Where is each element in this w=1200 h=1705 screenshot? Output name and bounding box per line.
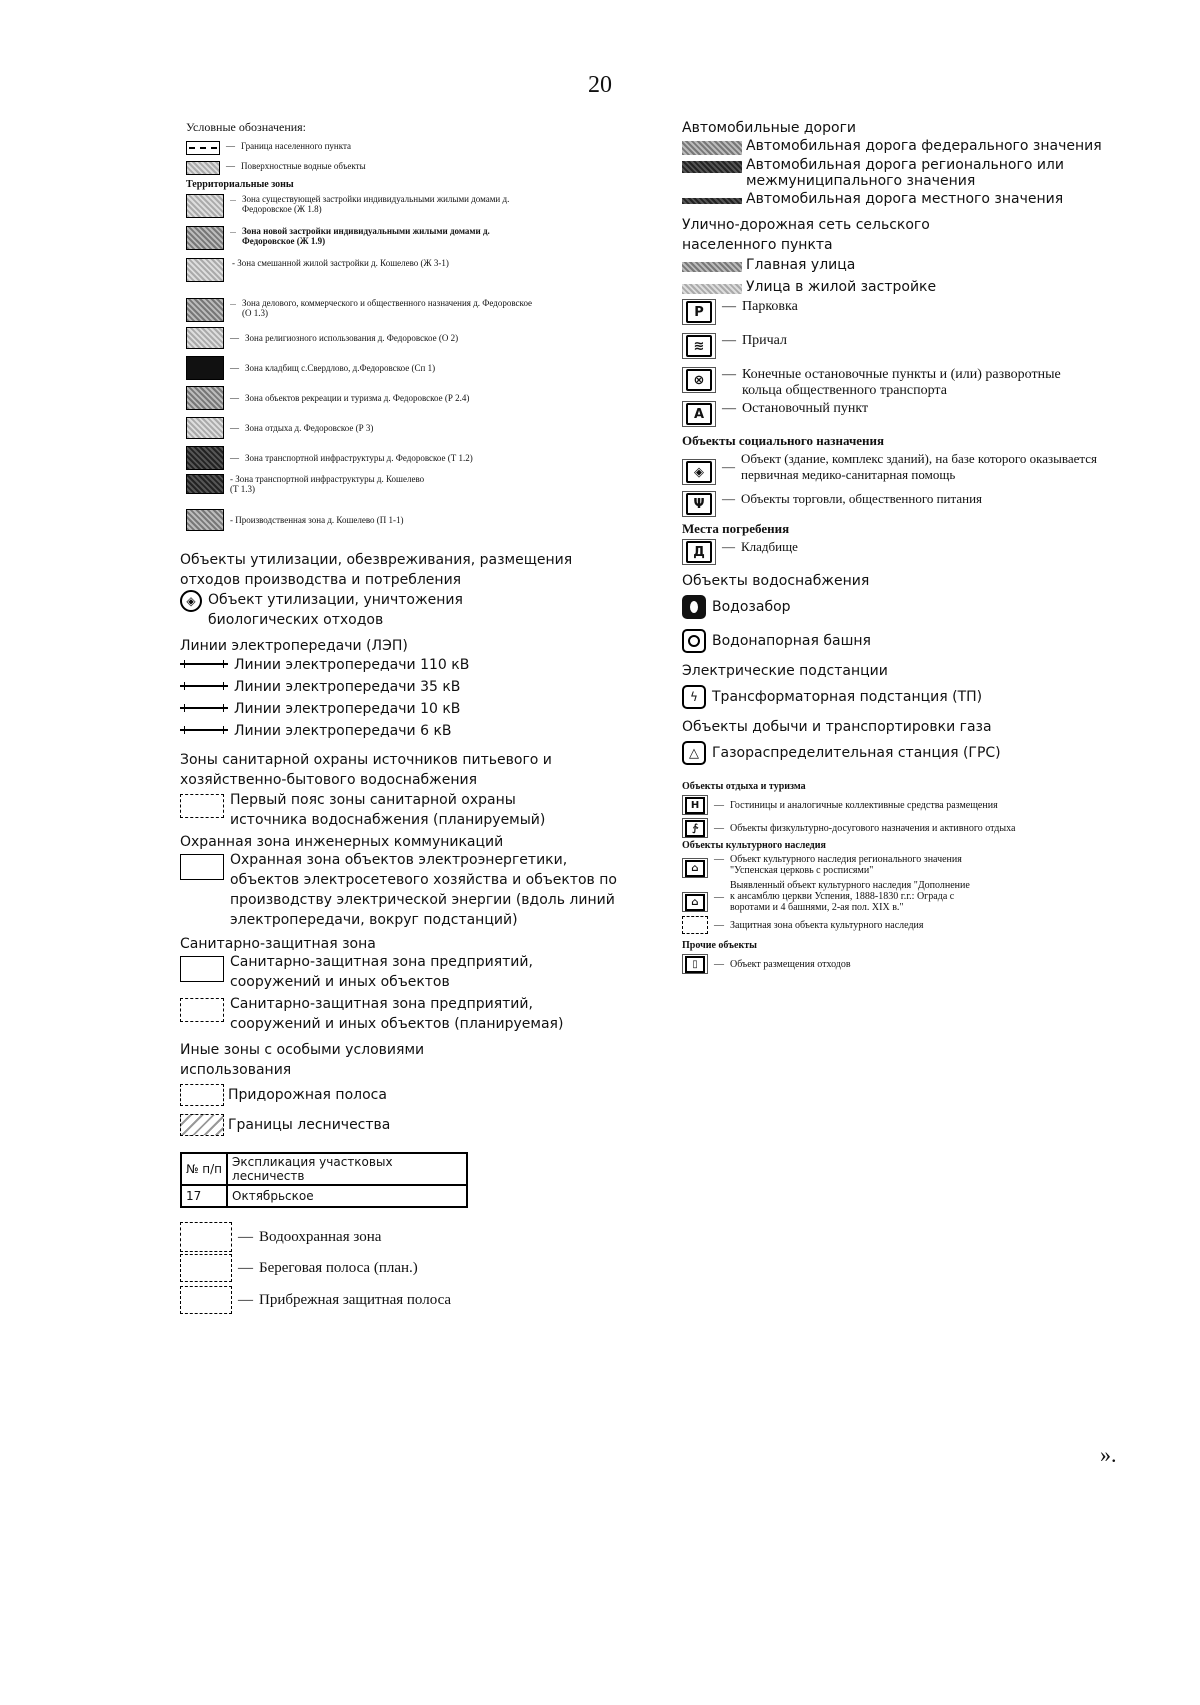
lightning-icon: ϟ bbox=[682, 685, 706, 709]
page-number: 20 bbox=[588, 72, 612, 98]
bus-stop-icon: A bbox=[682, 401, 716, 427]
engineering-item: Охранная зона объектов электроэнергетики, объектов электросетевого хозяйства и объектов по производству электрической энергии (вдоль линий электропередачи, вокруг подстанций) bbox=[180, 850, 670, 930]
lep-list bbox=[180, 654, 670, 742]
legend-boundary: — Граница населенного пункта bbox=[186, 141, 670, 155]
hotel-item: H — Гостиницы и аналогичные коллективные средства размещения bbox=[682, 795, 1122, 815]
pier-icon: ≋ bbox=[682, 333, 716, 359]
shore-strip-item: — Береговая полоса (план.) bbox=[180, 1254, 670, 1282]
zone-item: ... Зона делового, коммерческого и общественного назначения д. Федоровское (О 1.3) bbox=[186, 298, 670, 322]
lep-item: Линии электропередачи 110 кВ bbox=[180, 654, 670, 676]
right-column bbox=[682, 120, 1122, 974]
stop-item: A — Остановочный пункт bbox=[682, 401, 1122, 427]
water-protect-symbol bbox=[180, 1222, 232, 1252]
legend-water: — Поверхностные водные объекты bbox=[186, 161, 670, 175]
misc-title: Прочие объекты bbox=[682, 940, 757, 951]
zone-label: Зона новой застройки индивидуальными жилыми домами д. Федоровское (Ж 1.9) bbox=[242, 226, 490, 246]
zone-item: ... Зона существующей застройки индивидуальными жилыми домами д. Федоровское (Ж 1.8) bbox=[186, 194, 670, 220]
res-street-item: Улица в жилой застройке bbox=[682, 279, 1122, 295]
zone-item bbox=[186, 508, 670, 532]
social-title: Объекты социального назначения bbox=[682, 433, 885, 448]
zone-label: Зона объектов рекреации и туризма д. Федоровское (Р 2.4) bbox=[245, 393, 470, 403]
zone-swatch bbox=[186, 356, 224, 380]
power-line-symbol bbox=[180, 685, 228, 687]
road-local-symbol bbox=[682, 198, 742, 204]
zone-swatch bbox=[186, 298, 224, 322]
coastal-strip-symbol bbox=[180, 1286, 232, 1314]
waste-title: Объекты утилизации, обезвреживания, размещения отходов производства и потребления bbox=[180, 552, 573, 588]
lep-title: Линии электропередачи (ЛЭП) bbox=[180, 638, 408, 654]
parking-icon: P bbox=[682, 299, 716, 325]
roadside-symbol bbox=[180, 1084, 224, 1106]
waste-bin-icon: ▯ bbox=[682, 954, 708, 974]
road-federal-symbol bbox=[682, 141, 742, 155]
terminal-stop-icon: ⊗ bbox=[682, 367, 716, 393]
zone-item: — Зона отдыха д. Федоровское (Р 3) bbox=[186, 416, 670, 440]
res-street-symbol bbox=[682, 284, 742, 294]
zone-swatch bbox=[186, 194, 224, 218]
zone-swatch bbox=[186, 417, 224, 439]
zone-label: Зона кладбищ с.Свердлово, д.Федоровское (Сп 1) bbox=[245, 363, 436, 373]
zone-swatch bbox=[186, 226, 224, 250]
trade-icon: Ψ bbox=[682, 491, 716, 517]
zone-label: - Зона смешанной жилой застройки д. Кошелево (Ж 3-1) bbox=[232, 258, 449, 268]
forestry-item: Границы лесничества bbox=[180, 1114, 670, 1136]
forestry-symbol bbox=[180, 1114, 224, 1136]
heritage-zone-item: — Защитная зона объекта культурного наследия bbox=[682, 916, 1122, 934]
left-column bbox=[180, 120, 670, 1314]
lep-item: Линии электропередачи 6 кВ bbox=[180, 720, 670, 742]
road-regional-item: Автомобильная дорога регионального или межмуниципального значения bbox=[682, 157, 1122, 189]
zone-swatch bbox=[186, 386, 224, 410]
water-tower-item: Водонапорная башня bbox=[682, 629, 1122, 653]
roads-title: Автомобильные дороги bbox=[682, 120, 857, 136]
boundary-label: Граница населенного пункта bbox=[241, 141, 351, 151]
biohazard-icon: ◈ bbox=[180, 590, 202, 612]
heritage-title: Объекты культурного наследия bbox=[682, 840, 826, 851]
zones-list bbox=[186, 194, 670, 532]
water-protect-item: — Водоохранная зона bbox=[180, 1222, 670, 1252]
zone-item: — Зона транспортной инфраструктуры д. Федоровское (Т 1.2) bbox=[186, 446, 670, 470]
zone-item: — Зона религиозного использования д. Федоровское (О 2) bbox=[186, 326, 670, 350]
road-local-item: Автомобильная дорога местного значения bbox=[682, 191, 1122, 207]
street-title: Улично-дорожная сеть сельского населенного пункта bbox=[682, 217, 930, 253]
zone-item: — Зона кладбищ с.Свердлово, д.Федоровское (Сп 1) bbox=[186, 356, 670, 380]
zone-swatch bbox=[186, 474, 224, 494]
waste-item-label: Объект утилизации, уничтожения биологических отходов bbox=[208, 592, 463, 628]
parking-item: P — Парковка bbox=[682, 299, 1122, 325]
zones-title: Территориальные зоны bbox=[186, 179, 294, 190]
heritage-zone-symbol bbox=[682, 916, 708, 934]
table-cell: Октябрьское bbox=[227, 1185, 467, 1207]
trade-item: Ψ — Объекты торговли, общественного питания bbox=[682, 491, 1122, 517]
water-title: Объекты водоснабжения bbox=[682, 573, 870, 589]
roadside-item: Придорожная полоса bbox=[180, 1084, 670, 1106]
substation-item: ϟ Трансформаторная подстанция (ТП) bbox=[682, 685, 1122, 709]
heritage1-item: ⌂ — Объект культурного наследия регионального значения "Успенская церковь с росписями" bbox=[682, 854, 1122, 878]
szz-item: Санитарно-защитная зона предприятий, сооружений и иных объектов bbox=[180, 952, 670, 992]
zone-label: Зона делового, коммерческого и общественного назначения д. Федоровское (О 1.3) bbox=[242, 298, 533, 318]
boundary-symbol bbox=[186, 141, 220, 155]
burial-title: Места погребения bbox=[682, 521, 790, 536]
table-header-row bbox=[181, 1153, 467, 1185]
medical-icon: ◈ bbox=[682, 459, 716, 485]
cemetery-icon: Д bbox=[682, 539, 716, 565]
church-icon: ⌂ bbox=[682, 892, 708, 912]
zone-label: - Производственная зона д. Кошелево (П 1-1) bbox=[230, 515, 404, 525]
shore-strip-symbol bbox=[180, 1254, 232, 1282]
zone-item: ... Зона новой застройки индивидуальными жилыми домами д. Федоровское (Ж 1.9) bbox=[186, 226, 670, 252]
sanitary-symbol bbox=[180, 794, 224, 818]
coastal-strip-item: — Прибрежная защитная полоса bbox=[180, 1286, 670, 1314]
zone-item: — Зона объектов рекреации и туризма д. Федоровское (Р 2.4) bbox=[186, 386, 670, 410]
power-line-symbol bbox=[180, 729, 228, 731]
cemetery-item: Д — Кладбище bbox=[682, 539, 1122, 565]
zone-label: Зона религиозного использования д. Федоровское (О 2) bbox=[245, 333, 459, 343]
szz-planned-item: Санитарно-защитная зона предприятий, сооружений и иных объектов (планируемая) bbox=[180, 994, 670, 1034]
water-intake-item: Водозабор bbox=[682, 595, 1122, 619]
closing-quote: ». bbox=[1100, 1442, 1117, 1467]
water-symbol bbox=[186, 161, 220, 175]
zone-label: Зона транспортной инфраструктуры д. Федоровское (Т 1.2) bbox=[245, 453, 473, 463]
main-street-symbol bbox=[682, 262, 742, 272]
pier-item: ≋ — Причал bbox=[682, 333, 1122, 359]
zone-label: Зона отдыха д. Федоровское (Р 3) bbox=[245, 423, 374, 433]
terminal-item: ⊗ — Конечные остановочные пункты и (или) разворотные кольца общественного транспорта bbox=[682, 367, 1122, 399]
water-label: Поверхностные водные объекты bbox=[241, 161, 366, 171]
zone-item bbox=[186, 474, 670, 506]
hotel-icon: H bbox=[682, 795, 708, 815]
zone-swatch bbox=[186, 509, 224, 531]
gas-title: Объекты добычи и транспортировки газа bbox=[682, 719, 992, 735]
waste-site-item: ▯ — Объект размещения отходов bbox=[682, 954, 1122, 974]
table-header-cell: Экспликация участковых лесничеств bbox=[227, 1153, 467, 1185]
road-federal-item: Автомобильная дорога федерального значения bbox=[682, 138, 1122, 155]
sport-item: ∱ — Объекты физкультурно-досугового назначения и активного отдыха bbox=[682, 818, 1122, 838]
zone-swatch bbox=[186, 446, 224, 470]
zone-swatch bbox=[186, 258, 224, 282]
lep-item: Линии электропередачи 35 кВ bbox=[180, 676, 670, 698]
sport-icon: ∱ bbox=[682, 818, 708, 838]
szz-planned-symbol bbox=[180, 998, 224, 1022]
gas-item: △ Газораспределительная станция (ГРС) bbox=[682, 741, 1122, 765]
table-cell: 17 bbox=[181, 1185, 227, 1207]
water-intake-icon bbox=[682, 595, 706, 619]
medical-item: ◈ — Объект (здание, комплекс зданий), на базе которого оказывается первичная медико-санитарная помощь bbox=[682, 451, 1122, 485]
heritage2-item: ⌂ — Выявленный объект культурного наследия "Дополнение к ансамблю церкви Успения, 1888-1830 г.г.: Ограда с воротами и 4 башнями, 2-ая пол. XIX в." bbox=[682, 880, 1122, 913]
power-line-symbol bbox=[180, 707, 228, 709]
lep-item: Линии электропередачи 10 кВ bbox=[180, 698, 670, 720]
substation-title: Электрические подстанции bbox=[682, 663, 888, 679]
sanitary-item: Первый пояс зоны санитарной охраны источника водоснабжения (планируемый) bbox=[180, 790, 670, 830]
zone-label: Зона существующей застройки индивидуальными жилыми домами д. Федоровское (Ж 1.8) bbox=[242, 194, 510, 214]
road-regional-symbol bbox=[682, 161, 742, 173]
forestry-table bbox=[180, 1152, 468, 1208]
triangle-icon: △ bbox=[682, 741, 706, 765]
sanitary-title: Зоны санитарной охраны источников питьевого и хозяйственно-бытового водоснабжения bbox=[180, 752, 552, 788]
engineering-title: Охранная зона инженерных коммуникаций bbox=[180, 834, 504, 850]
water-tower-icon bbox=[682, 629, 706, 653]
szz-title: Санитарно-защитная зона bbox=[180, 936, 376, 952]
zone-label: - Зона транспортной инфраструктуры д. Кошелево (Т 1.3) bbox=[230, 474, 425, 494]
engineering-symbol bbox=[180, 854, 224, 880]
zone-item bbox=[186, 258, 670, 284]
table-header-cell: № п/п bbox=[181, 1153, 227, 1185]
other-title: Иные зоны с особыми условиями использования bbox=[180, 1042, 425, 1078]
church-icon: ⌂ bbox=[682, 858, 708, 878]
szz-symbol bbox=[180, 956, 224, 982]
table-row bbox=[181, 1185, 467, 1207]
main-street-item: Главная улица bbox=[682, 257, 1122, 273]
zone-swatch bbox=[186, 327, 224, 349]
legend-title: Условные обозначения: bbox=[186, 120, 307, 134]
tourism-title: Объекты отдыха и туризма bbox=[682, 781, 806, 792]
waste-item bbox=[180, 590, 670, 630]
power-line-symbol bbox=[180, 663, 228, 665]
